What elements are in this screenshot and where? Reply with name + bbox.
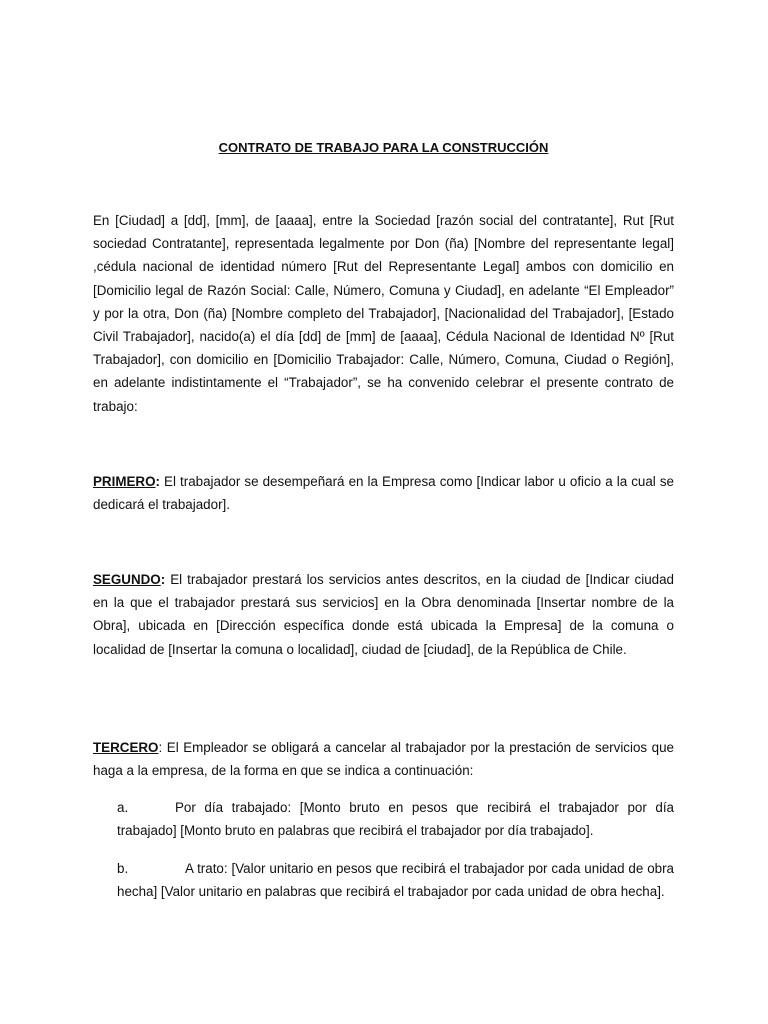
list-item-a (117, 796, 674, 842)
clause-separator: : (158, 740, 163, 755)
list-item-marker: b. (117, 861, 129, 876)
clause-segundo (93, 568, 674, 661)
clause-label: PRIMERO (93, 474, 156, 489)
clause-text: El trabajador se desempeñará en la Empresa como [Indicar labor u oficio a la cual se dedicará el trabajador]. (93, 474, 674, 513)
clause-text: El Empleador se obligará a cancelar al trabajador por la prestación de servicios que haga a la empresa, de la forma en que se indica a continuación: (93, 740, 674, 779)
list-item-b (117, 857, 674, 903)
list-item-text: Por día trabajado: [Monto bruto en pesos que recibirá el trabajador por día trabajado] [Monto bruto en palabras que recibirá el trabajador por día trabajado]. (117, 800, 674, 839)
clause-label: SEGUNDO (93, 572, 161, 587)
list-item-marker: a. (117, 800, 129, 815)
clause-primero (93, 470, 674, 516)
document-title: CONTRATO DE TRABAJO PARA LA CONSTRUCCIÓN (218, 140, 549, 155)
clause-separator: : (155, 474, 160, 489)
list-item-text: A trato: [Valor unitario en pesos que recibirá el trabajador por cada unidad de obra hecha] [Valor unitario en palabras que recibirá el trabajador por cada unidad de obra hecha]. (117, 861, 674, 900)
intro-paragraph: En [Ciudad] a [dd], [mm], de [aaaa], entre la Sociedad [razón social del contratante], Rut [Rut sociedad Contratante], representada legalmente por Don (ña) [Nombre del representante legal] ,cédula nacional de identidad número [Rut del Representante Legal] ambos con domicilio en [Domicilio legal de Razón Social: Calle, Número, Comuna y Ciudad], en adelante “El Empleador” y por la otra, Don (ña) [Nombre completo del Trabajador], [Nacionalidad del Trabajador], [Estado Civil Trabajador], nacido(a) el día [dd] de [mm] de [aaaa], Cédula Nacional de Identidad Nº [Rut Trabajador], con domicilio en [Domicilio Trabajador: Calle, Número, Comuna, Ciudad o Región], en adelante indistintamente el “Trabajador”, se ha convenido celebrar el presente contrato de trabajo: (93, 213, 674, 414)
clause-tercero (93, 736, 674, 782)
clause-separator: : (160, 572, 166, 587)
clause-label: TERCERO (93, 740, 159, 755)
clause-text: El trabajador prestará los servicios antes descritos, en la ciudad de [Indicar ciudad en la que el trabajador prestará sus servicios] en la Obra denominada [Insertar nombre de la Obra], ubicada en [Dirección específica donde está ubicada la Empresa] de la comuna o localidad de [Insertar la comuna o localidad], ciudad de [ciudad], de la República de Chile. (93, 572, 674, 657)
